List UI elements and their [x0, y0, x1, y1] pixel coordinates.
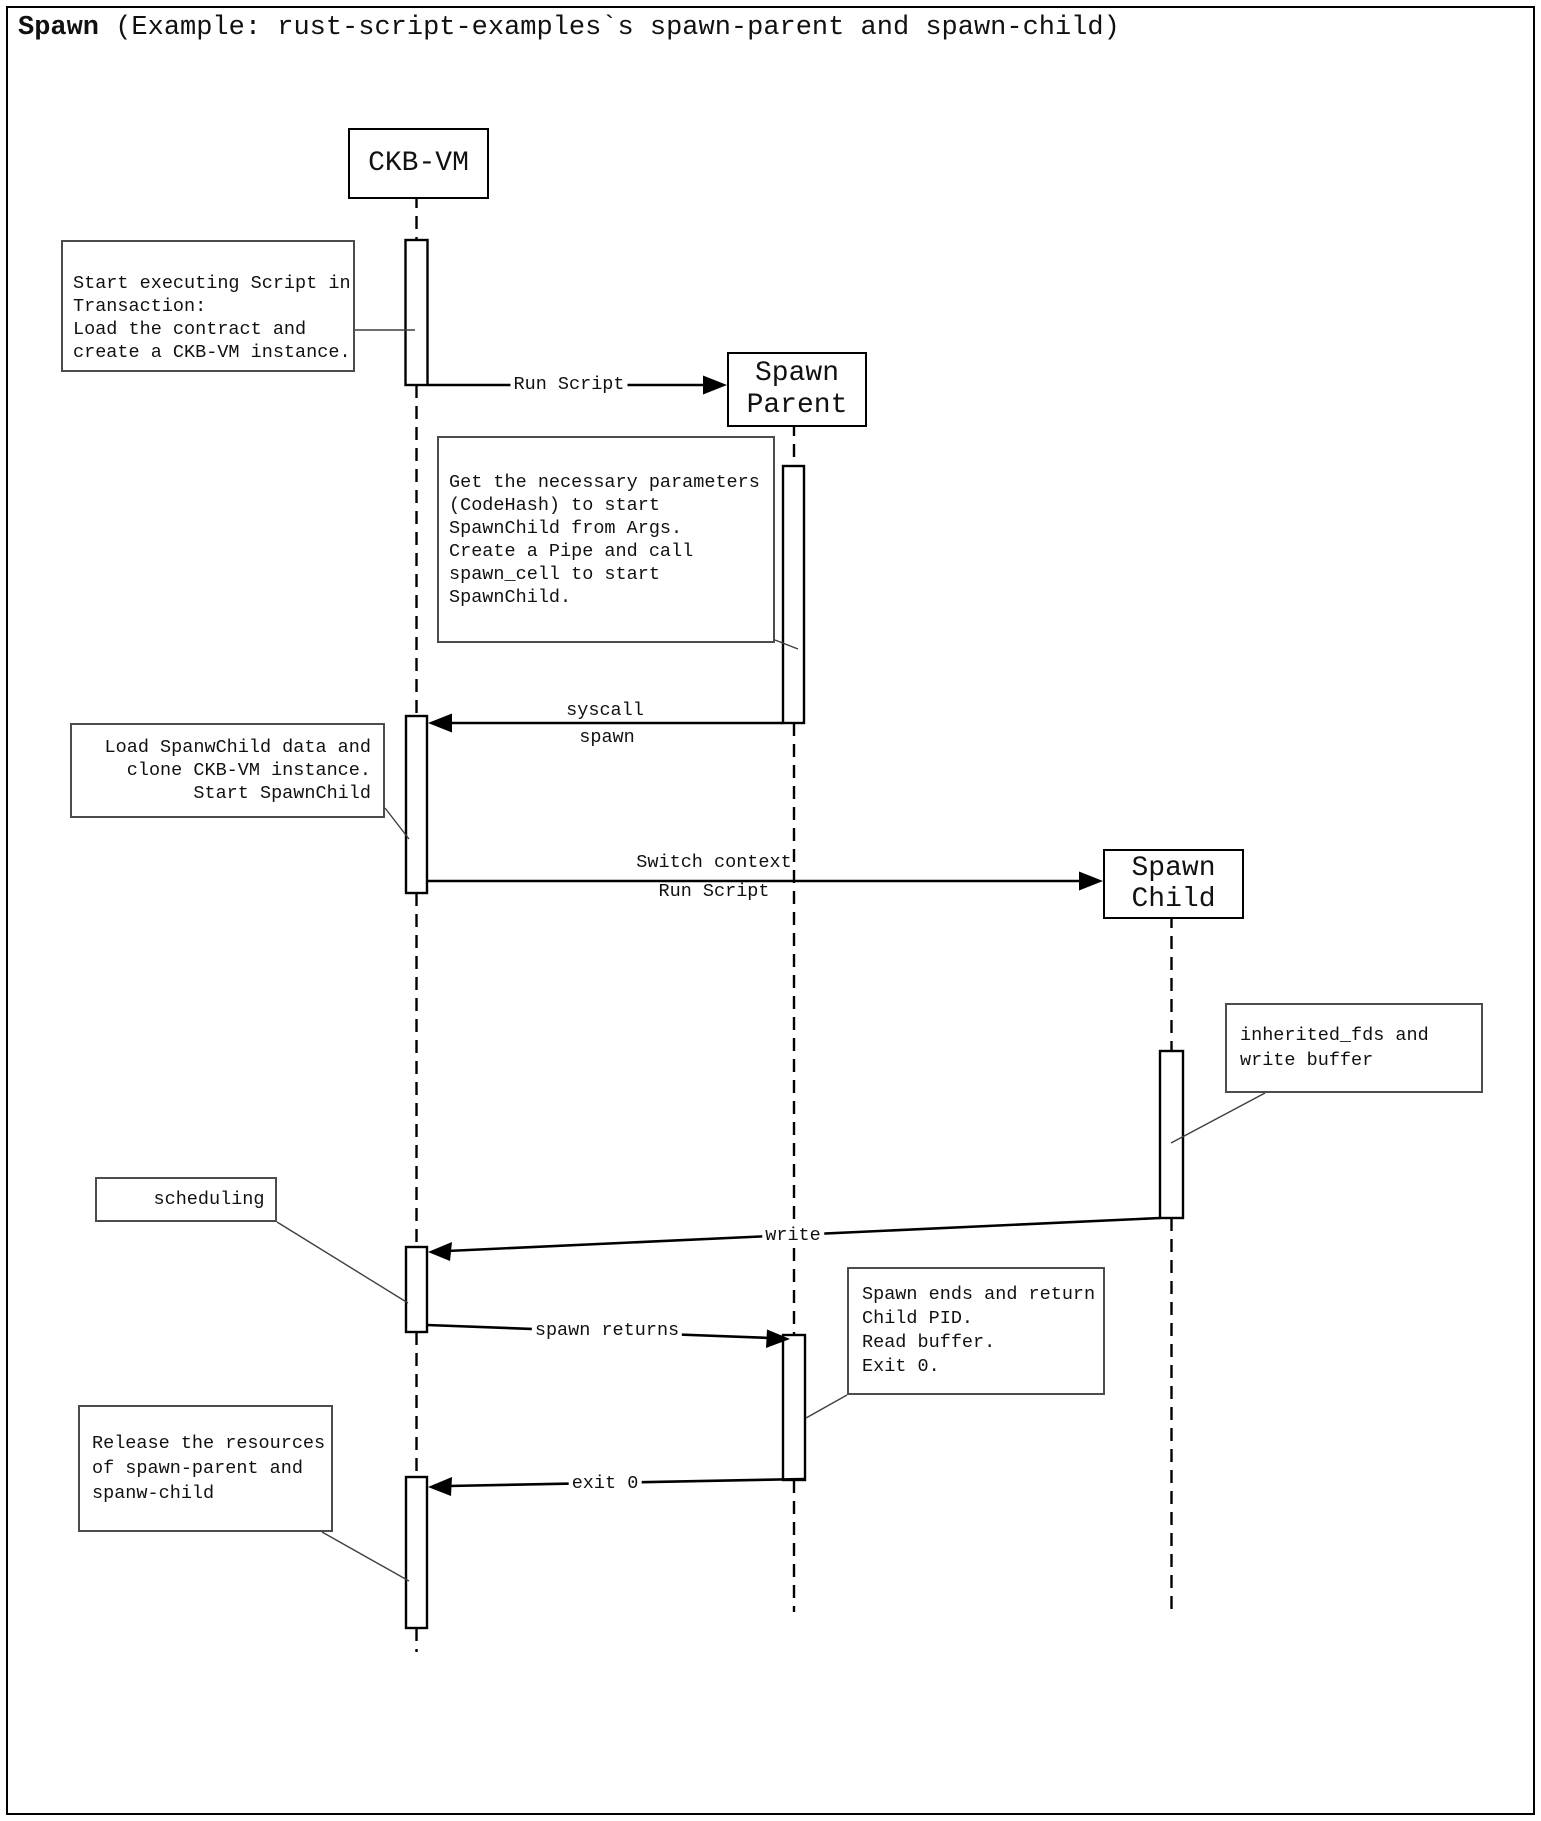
note-line: SpawnChild. [449, 586, 572, 608]
note-line: Spawn ends and return [862, 1284, 1096, 1305]
actor-spawn-child [1103, 849, 1244, 919]
activation-ckb-vm-2 [406, 716, 427, 893]
note-line: Release the resources [92, 1433, 326, 1454]
note-line: spawn_cell to start [449, 563, 660, 585]
note-line: Read buffer. [862, 1332, 996, 1353]
title-rest: (Example: rust-script-examples`s spawn-parent and spawn-child) [99, 13, 1120, 43]
connector-spawn-ends [806, 1395, 847, 1418]
note-line: Load SpanwChild data and [104, 737, 371, 758]
connector-scheduling [277, 1222, 408, 1303]
label-spawn-returns: spawn returns [532, 1320, 682, 1342]
note-get-params [437, 436, 775, 643]
actor-ckb-vm [348, 128, 489, 199]
label-syscall-spawn: spawn [579, 727, 635, 748]
note-line: SpawnChild from Args. [449, 517, 683, 539]
note-inherited-fds [1225, 1003, 1483, 1093]
title-keyword: Spawn [18, 13, 100, 43]
arrowhead-syscall-spawn [428, 714, 452, 733]
activation-ckb-vm-1 [406, 240, 428, 385]
arrowhead-exit0 [428, 1477, 452, 1496]
connector-inherited-fds [1171, 1093, 1265, 1143]
note-line: of spawn-parent and [92, 1458, 303, 1479]
note-line: Get the necessary parameters [449, 471, 760, 493]
note-line: Exit 0. [862, 1356, 940, 1377]
note-line: Transaction: [73, 296, 207, 317]
note-release-resources [78, 1405, 333, 1532]
connector-release [322, 1532, 409, 1581]
activation-ckb-vm-4 [406, 1477, 427, 1628]
note-line: Start SpawnChild [193, 783, 371, 804]
note-scheduling [95, 1177, 277, 1222]
label-switch-context: Switch context [636, 852, 792, 873]
note-line: Start executing Script in [73, 273, 351, 294]
note-spawn-ends [847, 1267, 1105, 1395]
activation-spawn-parent-1 [783, 466, 804, 723]
note-line: (CodeHash) to start [449, 494, 660, 516]
label-exit0: exit 0 [569, 1473, 642, 1495]
note-start-executing [61, 240, 355, 372]
label-write: write [762, 1225, 824, 1247]
activation-ckb-vm-3 [406, 1247, 427, 1332]
actor-label: CKB-VM [368, 148, 469, 179]
note-line: spanw-child [92, 1483, 215, 1504]
note-line: scheduling [153, 1189, 265, 1210]
arrowhead-switch-context [1079, 872, 1103, 891]
label-syscall: syscall [566, 700, 644, 721]
label-switch-run-script: Run Script [658, 881, 770, 902]
note-line: write buffer [1240, 1050, 1374, 1071]
activation-spawn-parent-2 [783, 1335, 805, 1480]
actor-label: Spawn [1131, 853, 1216, 884]
activation-spawn-child [1160, 1051, 1183, 1218]
actor-label: Child [1131, 884, 1216, 915]
arrowhead-write [428, 1242, 452, 1261]
note-line: Create a Pipe and call [449, 540, 694, 562]
actor-label: Parent [746, 389, 848, 421]
actor-label: Spawn [754, 357, 839, 389]
note-load-child [70, 723, 385, 818]
note-line: clone CKB-VM instance. [126, 760, 371, 781]
note-line: Child PID. [862, 1308, 974, 1329]
actor-spawn-parent [727, 352, 867, 427]
note-line: create a CKB-VM instance. [73, 342, 351, 363]
arrowhead-run-script [703, 376, 727, 395]
note-line: Load the contract and [73, 319, 307, 340]
label-run-script: Run Script [510, 374, 627, 396]
note-line: inherited_fds and [1240, 1025, 1429, 1046]
